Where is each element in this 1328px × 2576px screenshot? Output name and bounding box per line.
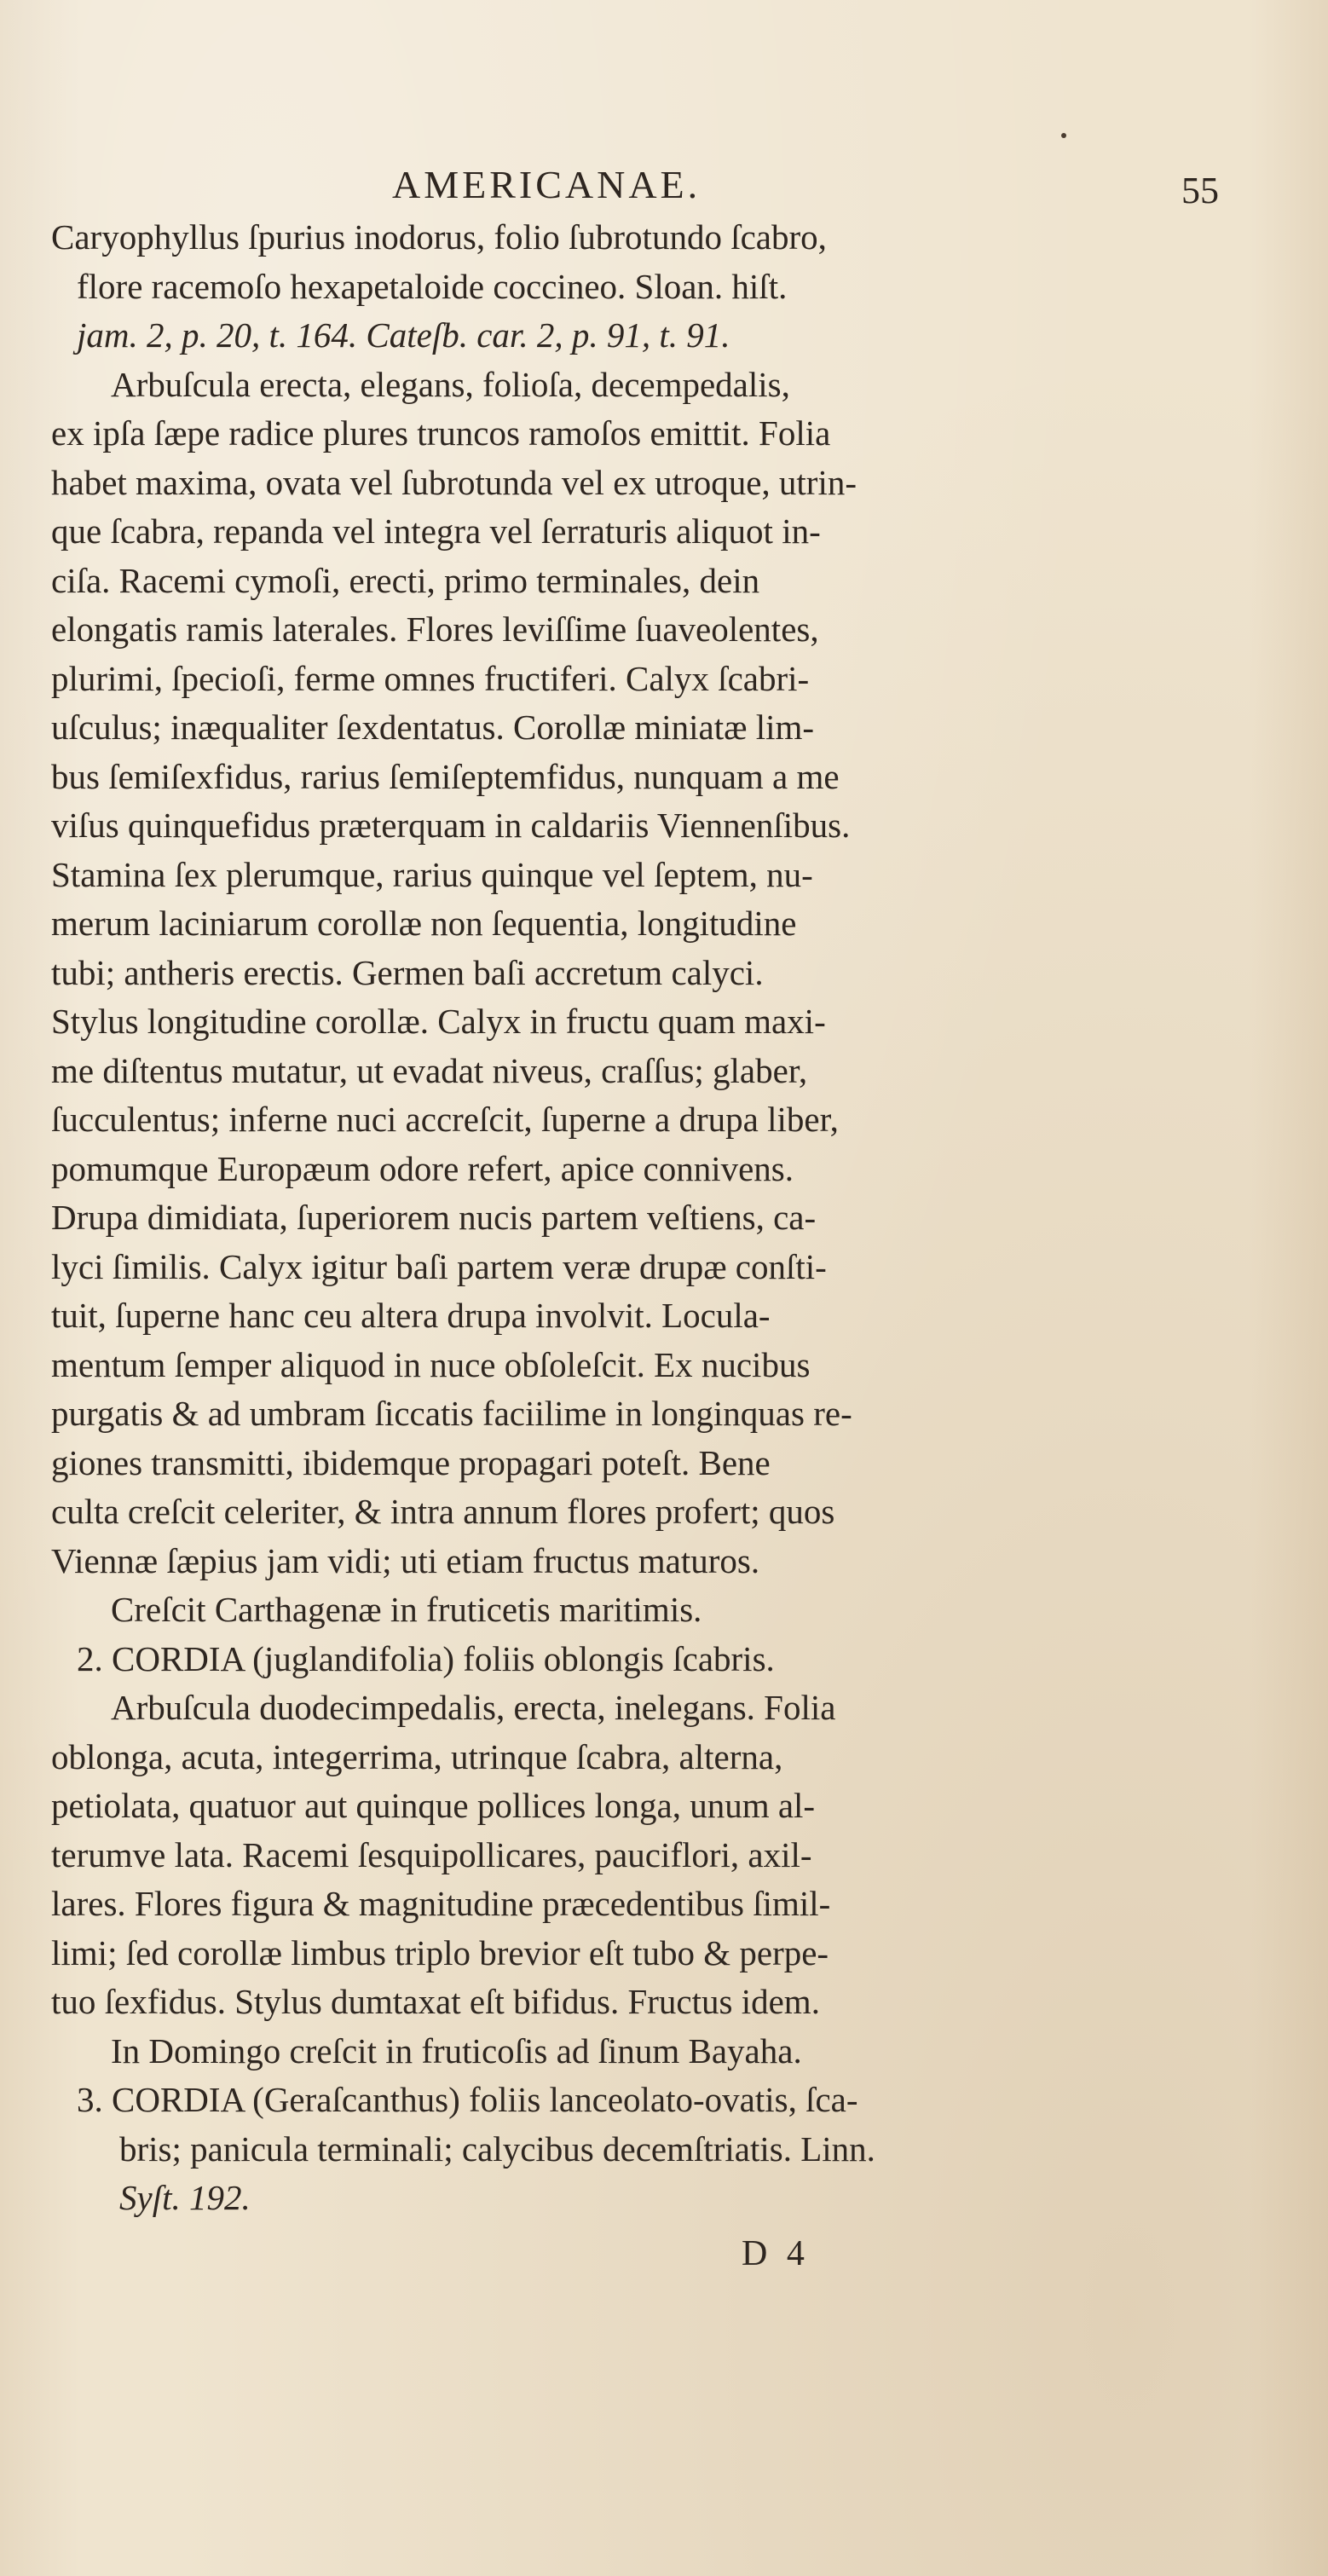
- text-line: Drupa dimidiata, ſuperiorem nucis partem veſtiens, ca-: [51, 1198, 817, 1237]
- page-number: 55: [1181, 170, 1219, 211]
- text-line: purgatis & ad umbram ſiccatis faciilime in longinquas re-: [51, 1394, 852, 1433]
- body-text: [51, 213, 1210, 2223]
- species-heading: 3. CORDIA (Geraſcanthus) foliis lanceolato-ovatis, ſca-: [77, 2080, 858, 2119]
- text-line: uſculus; inæqualiter ſexdentatus. Corollæ miniatæ lim-: [51, 708, 815, 747]
- text-line: bris; panicula terminali; calycibus decemſtriatis. Linn.: [119, 2128, 875, 2169]
- text-line: giones transmitti, ibidemque propagari poteſt. Bene: [51, 1442, 771, 1482]
- text-line: Caryophyllus ſpurius inodorus, folio ſubrotundo ſcabro,: [51, 217, 827, 257]
- text-line: tuo ſexfidus. Stylus dumtaxat eſt bifidus. Fructus idem.: [51, 1982, 820, 2021]
- text-line: ciſa. Racemi cymoſi, erecti, primo terminales, dein: [51, 560, 760, 600]
- text-line: Stylus longitudine corollæ. Calyx in fructu quam maxi-: [51, 1002, 826, 1041]
- text-line: flore racemoſo hexapetaloide coccineo. Sloan. hiſt.: [77, 266, 788, 306]
- signature-mark: D 4: [742, 2234, 810, 2273]
- text-line: habet maxima, ovata vel ſubrotunda vel ex utroque, utrin-: [51, 462, 857, 502]
- text-line: viſus quinquefidus præterquam in caldariis Viennenſibus.: [51, 806, 851, 845]
- text-line: mentum ſemper aliquod in nuce obſoleſcit. Ex nucibus: [51, 1344, 811, 1384]
- text-line: bus ſemiſexfidus, rarius ſemiſeptemfidus, nunquam a me: [51, 756, 840, 796]
- text-line: que ſcabra, repanda vel integra vel ſerraturis aliquot in-: [51, 511, 821, 551]
- book-page: [51, 128, 1219, 2223]
- text-line: lares. Flores figura & magnitudine præcedentibus ſimil-: [51, 1884, 831, 1923]
- text-line: jam. 2, p. 20, t. 164. Cateſb. car. 2, p. 91, t. 91.: [77, 315, 730, 355]
- page-header: [51, 128, 1219, 213]
- species-heading: 2. CORDIA (juglandifolia) foliis oblongis ſcabris.: [77, 1638, 775, 1678]
- text-line: me diſtentus mutatur, ut evadat niveus, craſſus; glaber,: [51, 1050, 808, 1090]
- text-line: culta creſcit celeriter, & intra annum flores profert; quos: [51, 1492, 835, 1531]
- text-line: Syſt. 192.: [119, 2178, 251, 2217]
- text-line: tuit, ſuperne hanc ceu altera drupa involvit. Locula-: [51, 1296, 771, 1335]
- text-line: oblonga, acuta, integerrima, utrinque ſcabra, alterna,: [51, 1736, 783, 1776]
- text-line: ex ipſa ſæpe radice plures truncos ramoſos emittit. Folia: [51, 413, 831, 453]
- text-line: pomumque Europæum odore refert, apice connivens.: [51, 1148, 794, 1188]
- text-line: petiolata, quatuor aut quinque pollices longa, unum al-: [51, 1786, 816, 1825]
- text-line: Creſcit Carthagenæ in fruticetis maritimis.: [111, 1590, 702, 1629]
- text-line: In Domingo creſcit in fruticoſis ad ſinum Bayaha.: [111, 2030, 802, 2071]
- text-line: Stamina ſex plerumque, rarius quinque vel ſeptem, nu-: [51, 854, 813, 894]
- text-line: limi; ſed corollæ limbus triplo brevior eſt tubo & perpe-: [51, 1932, 829, 1972]
- running-title: AMERICANAE.: [392, 163, 702, 206]
- text-line: Viennæ ſæpius jam vidi; uti etiam fructus maturos.: [51, 1540, 760, 1580]
- text-line: ſucculentus; inferne nuci accreſcit, ſuperne a drupa liber,: [51, 1100, 839, 1139]
- text-line: elongatis ramis laterales. Flores leviſſime ſuaveolentes,: [51, 609, 819, 649]
- text-line: lyci ſimilis. Calyx igitur baſi partem veræ drupæ conſti-: [51, 1246, 827, 1286]
- text-line: plurimi, ſpecioſi, ferme omnes fructiferi. Calyx ſcabri-: [51, 658, 810, 698]
- text-line: tubi; antheris erectis. Germen baſi accretum calyci.: [51, 952, 764, 992]
- text-line: Arbuſcula duodecimpedalis, erecta, inelegans. Folia: [111, 1688, 836, 1727]
- text-line: merum laciniarum corollæ non ſequentia, longitudine: [51, 904, 797, 943]
- text-line: terumve lata. Racemi ſesquipollicares, pauciflori, axil-: [51, 1834, 812, 1874]
- text-line: Arbuſcula erecta, elegans, folioſa, decempedalis,: [111, 364, 790, 404]
